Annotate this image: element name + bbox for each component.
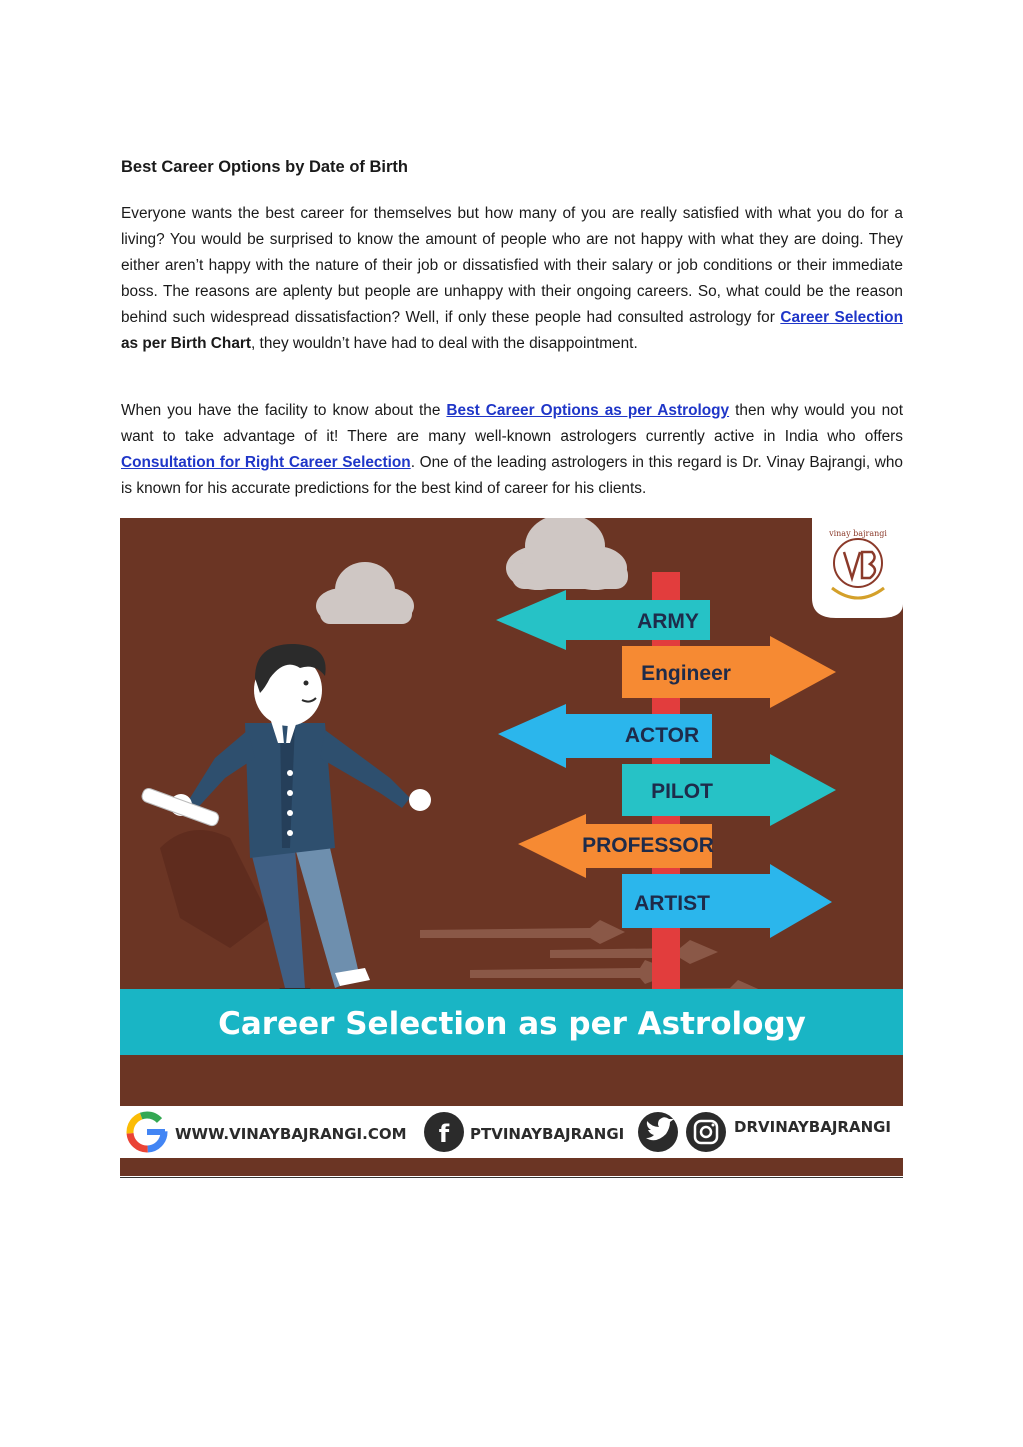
consultation-link[interactable]: Consultation for Right Career Selection — [121, 454, 411, 471]
paragraph-intro-text: Everyone wants the best career for themselves but how many of you are really satisfied with what you do for a living? You would be surprised to know the amount of people who are not happy with what they are doing. They either aren’t happy with the nature of their job or dissatisfied with their salary or job conditions or their immediate boss. The reasons are aplenty but people are unhappy with their ongoing careers. So, what could be the reason behind such widespread dissatisfaction? Well, if only these people had consulted astrology for — [121, 205, 903, 326]
paragraph-consultation — [121, 398, 903, 502]
logo-text: vinay bajrangi — [829, 529, 887, 538]
paragraph-consultation-middle: then why would you not want to take advantage of it! There are many well-known astrologers currently active in India who offers — [121, 402, 903, 445]
paragraph-intro-tail: , they wouldn’t have had to deal with the disappointment. — [251, 335, 638, 352]
paragraph-consultation-tail: . One of the leading astrologers in this regard is Dr. Vinay Bajrangi, who is known for his accurate predictions for the best kind of career for his clients. — [121, 454, 903, 497]
sign-label-artist: ARTIST — [634, 892, 710, 915]
career-banner-image — [120, 518, 903, 1176]
paragraph-intro — [121, 201, 903, 357]
sign-label-army: ARMY — [637, 610, 699, 633]
best-career-options-link[interactable]: Best Career Options as per Astrology — [446, 402, 730, 419]
sign-label-professor: PROFESSOR — [582, 834, 714, 857]
svg-text:f: f — [438, 1120, 450, 1148]
twitter-icon — [638, 1112, 678, 1152]
footer-facebook: PTVINAYBAJRANGI — [470, 1125, 625, 1143]
sign-label-actor: ACTOR — [624, 724, 700, 747]
sign-label-engineer: Engineer — [641, 662, 731, 685]
sign-label-pilot: PILOT — [651, 780, 713, 803]
facebook-icon — [424, 1112, 464, 1152]
bottom-divider — [120, 1177, 903, 1178]
paragraph-consultation-text: When you have the facility to know about the — [121, 402, 447, 419]
footer-website: WWW.VINAYBAJRANGI.COM — [175, 1125, 407, 1143]
career-selection-link[interactable]: Career Selection — [780, 309, 903, 326]
banner-headline: Career Selection as per Astrology — [218, 1006, 806, 1042]
page-title: Best Career Options by Date of Birth — [121, 158, 408, 176]
birth-chart-bold: as per Birth Chart — [121, 335, 251, 352]
instagram-icon — [686, 1112, 726, 1152]
footer-social-handle: DRVINAYBAJRANGI — [734, 1118, 892, 1136]
